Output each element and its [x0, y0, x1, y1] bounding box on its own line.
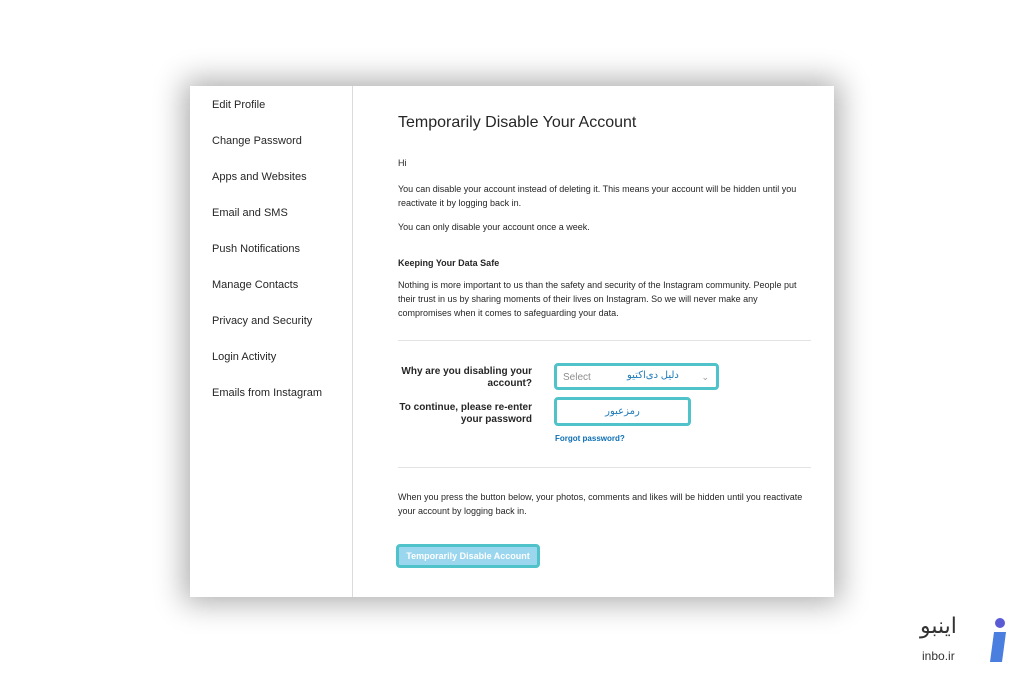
disable-form — [398, 341, 812, 467]
sidebar-item-email-sms[interactable]: Email and SMS — [212, 207, 288, 219]
chevron-down-icon: ⌄ — [701, 372, 709, 382]
disable-account-button[interactable]: Temporarily Disable Account — [396, 544, 540, 568]
page-title: Temporarily Disable Your Account — [398, 114, 637, 131]
sidebar-item-manage-contacts[interactable]: Manage Contacts — [212, 279, 299, 291]
sidebar-item-privacy-security[interactable]: Privacy and Security — [212, 315, 313, 327]
brand-name: اینبو — [920, 614, 957, 639]
password-annotation: رمزعبور — [605, 406, 640, 417]
reason-placeholder: Select — [563, 372, 591, 383]
brand-i-logo — [988, 616, 1008, 664]
reason-annotation: دلیل دی‌اکتیو — [627, 370, 679, 381]
reason-label: Why are you disabling your account? — [401, 366, 532, 389]
brand-domain: inbo.ir — [922, 649, 955, 663]
section-divider — [398, 467, 811, 468]
sidebar-item-edit-profile[interactable]: Edit Profile — [212, 99, 266, 111]
hide-content-note: When you press the button below, your photos, comments and likes will be hidden until you reactivate your account by logging back in. — [398, 492, 803, 516]
reason-select[interactable] — [554, 363, 719, 390]
greeting-text: Hi — [398, 158, 407, 168]
settings-sidebar — [190, 86, 353, 597]
sidebar-item-apps-websites[interactable]: Apps and Websites — [212, 171, 307, 183]
sidebar-item-change-password[interactable]: Change Password — [212, 135, 302, 147]
sidebar-item-emails-instagram[interactable]: Emails from Instagram — [212, 387, 323, 399]
weekly-limit-text: You can only disable your account once a week. — [398, 222, 590, 232]
data-safe-heading: Keeping Your Data Safe — [398, 258, 500, 268]
brand-watermark — [918, 614, 1010, 666]
forgot-password-link[interactable]: Forgot password? — [555, 434, 625, 443]
password-label: To continue, please re-enter your password — [399, 402, 532, 425]
settings-card — [190, 86, 834, 597]
intro-text: You can disable your account instead of deleting it. This means your account will be hidden until you reactivate it by logging back in. — [398, 184, 797, 208]
disable-account-panel — [353, 86, 834, 597]
sidebar-item-login-activity[interactable]: Login Activity — [212, 351, 277, 363]
password-input[interactable] — [554, 397, 691, 426]
data-safe-text: Nothing is more important to us than the safety and security of the Instagram community. People put their trust in us by sharing moments of their lives on Instagram. So we will never make any compromises when it comes to safeguarding your data. — [398, 280, 797, 318]
sidebar-item-push-notifications[interactable]: Push Notifications — [212, 243, 301, 255]
